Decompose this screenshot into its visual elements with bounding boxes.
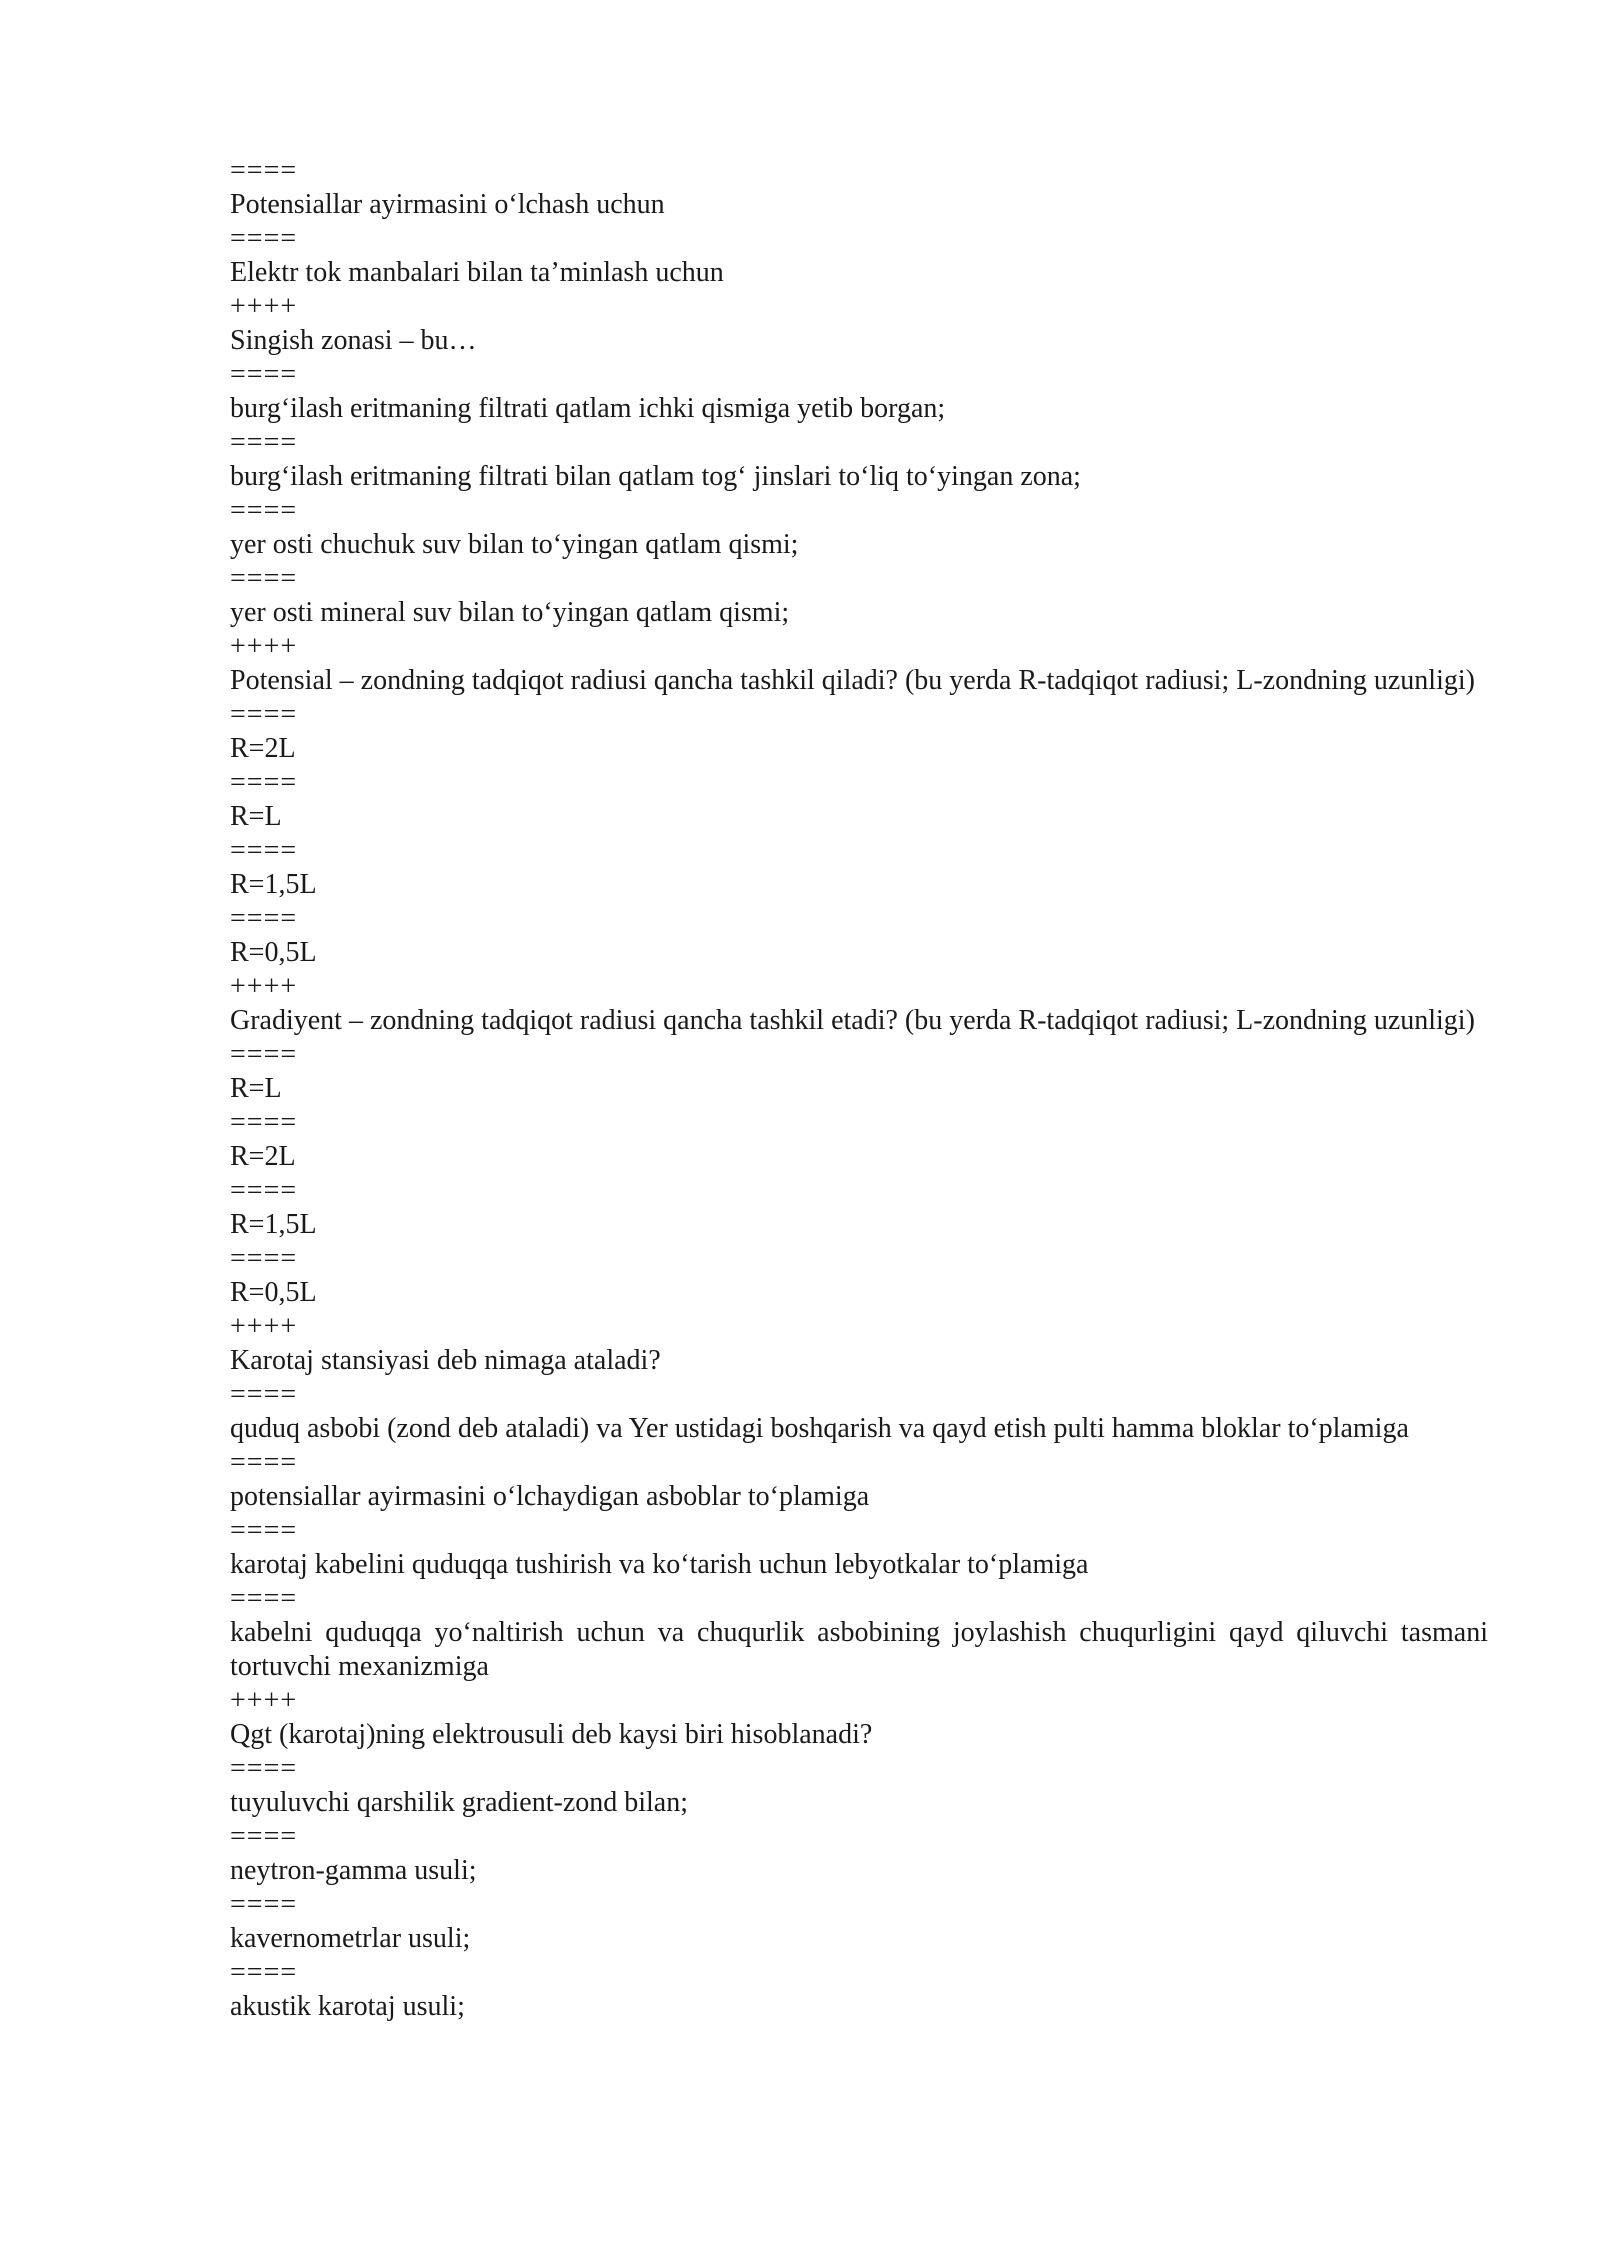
text-line: Potensiallar ayirmasini o‘lchash uchun (230, 189, 665, 220)
text-line: potensiallar ayirmasini o‘lchaydigan asboblar to‘plamiga (230, 1481, 870, 1512)
text-line: Qgt (karotaj)ning elektrousuli deb kaysi biri hisoblanadi? (230, 1719, 873, 1750)
text-line: quduq asbobi (zond deb ataladi) va Yer ustidagi boshqarish va qayd etish pulti hamma bloklar to‘plamiga (230, 1413, 1409, 1444)
separator-line: ==== (230, 835, 298, 866)
separator-line: ==== (230, 1175, 298, 1206)
text-line: R=L (230, 1073, 282, 1104)
document-page (230, 154, 1488, 2024)
text-line: neytron-gamma usuli; (230, 1855, 477, 1886)
text-line: R=2L (230, 1141, 296, 1172)
separator-line: ==== (230, 1515, 298, 1546)
separator-line: ++++ (230, 631, 298, 662)
separator-line: ==== (230, 903, 298, 934)
text-line: Gradiyent – zondning tadqiqot radiusi qancha tashkil etadi? (bu yerda R-tadqiqot radiusi; L-zondning uzunligi) (230, 1005, 1475, 1036)
separator-line: ==== (230, 1447, 298, 1478)
text-line: Singish zonasi – bu… (230, 325, 477, 356)
text-line: yer osti chuchuk suv bilan to‘yingan qatlam qismi; (230, 529, 799, 560)
separator-line: ==== (230, 1821, 298, 1852)
separator-line: ==== (230, 359, 298, 390)
separator-line: ==== (230, 563, 298, 594)
separator-line: ==== (230, 1243, 298, 1274)
text-line: burg‘ilash eritmaning filtrati bilan qatlam tog‘ jinslari to‘liq to‘yingan zona; (230, 461, 1081, 492)
separator-line: ==== (230, 495, 298, 526)
separator-line: ++++ (230, 1311, 298, 1342)
separator-line: ==== (230, 699, 298, 730)
separator-line: ==== (230, 1039, 298, 1070)
text-line: karotaj kabelini quduqqa tushirish va ko‘tarish uchun lebyotkalar to‘plamiga (230, 1549, 1089, 1580)
separator-line: ==== (230, 1889, 298, 1920)
text-line: Elektr tok manbalari bilan ta’minlash uchun (230, 257, 724, 288)
text-line: R=1,5L (230, 1209, 317, 1240)
separator-line: ==== (230, 1583, 298, 1614)
text-line: Karotaj stansiyasi deb nimaga ataladi? (230, 1345, 661, 1376)
separator-line: ==== (230, 1107, 298, 1138)
separator-line: ==== (230, 1957, 298, 1988)
separator-line: ++++ (230, 291, 298, 322)
text-line: burg‘ilash eritmaning filtrati qatlam ichki qismiga yetib borgan; (230, 393, 946, 424)
text-line: kabelni quduqqa yo‘naltirish uchun va chuqurlik asbobining joylashish chuqurligini qayd qiluvchi tasmani tortuvchi mexanizmiga (230, 1617, 1488, 1682)
text-line: kavernometrlar usuli; (230, 1923, 471, 1954)
text-line: R=L (230, 801, 282, 832)
text-line: yer osti mineral suv bilan to‘yingan qatlam qismi; (230, 597, 790, 628)
separator-line: ++++ (230, 1685, 298, 1716)
separator-line: ==== (230, 767, 298, 798)
text-line: R=0,5L (230, 937, 317, 968)
separator-line: ==== (230, 1753, 298, 1784)
text-line: akustik karotaj usuli; (230, 1991, 465, 2022)
separator-line: ==== (230, 427, 298, 458)
separator-line: ==== (230, 155, 298, 186)
text-line: R=0,5L (230, 1277, 317, 1308)
text-line: tuyuluvchi qarshilik gradient-zond bilan; (230, 1787, 689, 1818)
text-line: R=2L (230, 733, 296, 764)
separator-line: ==== (230, 1379, 298, 1410)
text-line: R=1,5L (230, 869, 317, 900)
text-line: Potensial – zondning tadqiqot radiusi qancha tashkil qiladi? (bu yerda R-tadqiqot radiusi; L-zondning uzunligi) (230, 665, 1475, 696)
separator-line: ++++ (230, 971, 298, 1002)
separator-line: ==== (230, 223, 298, 254)
